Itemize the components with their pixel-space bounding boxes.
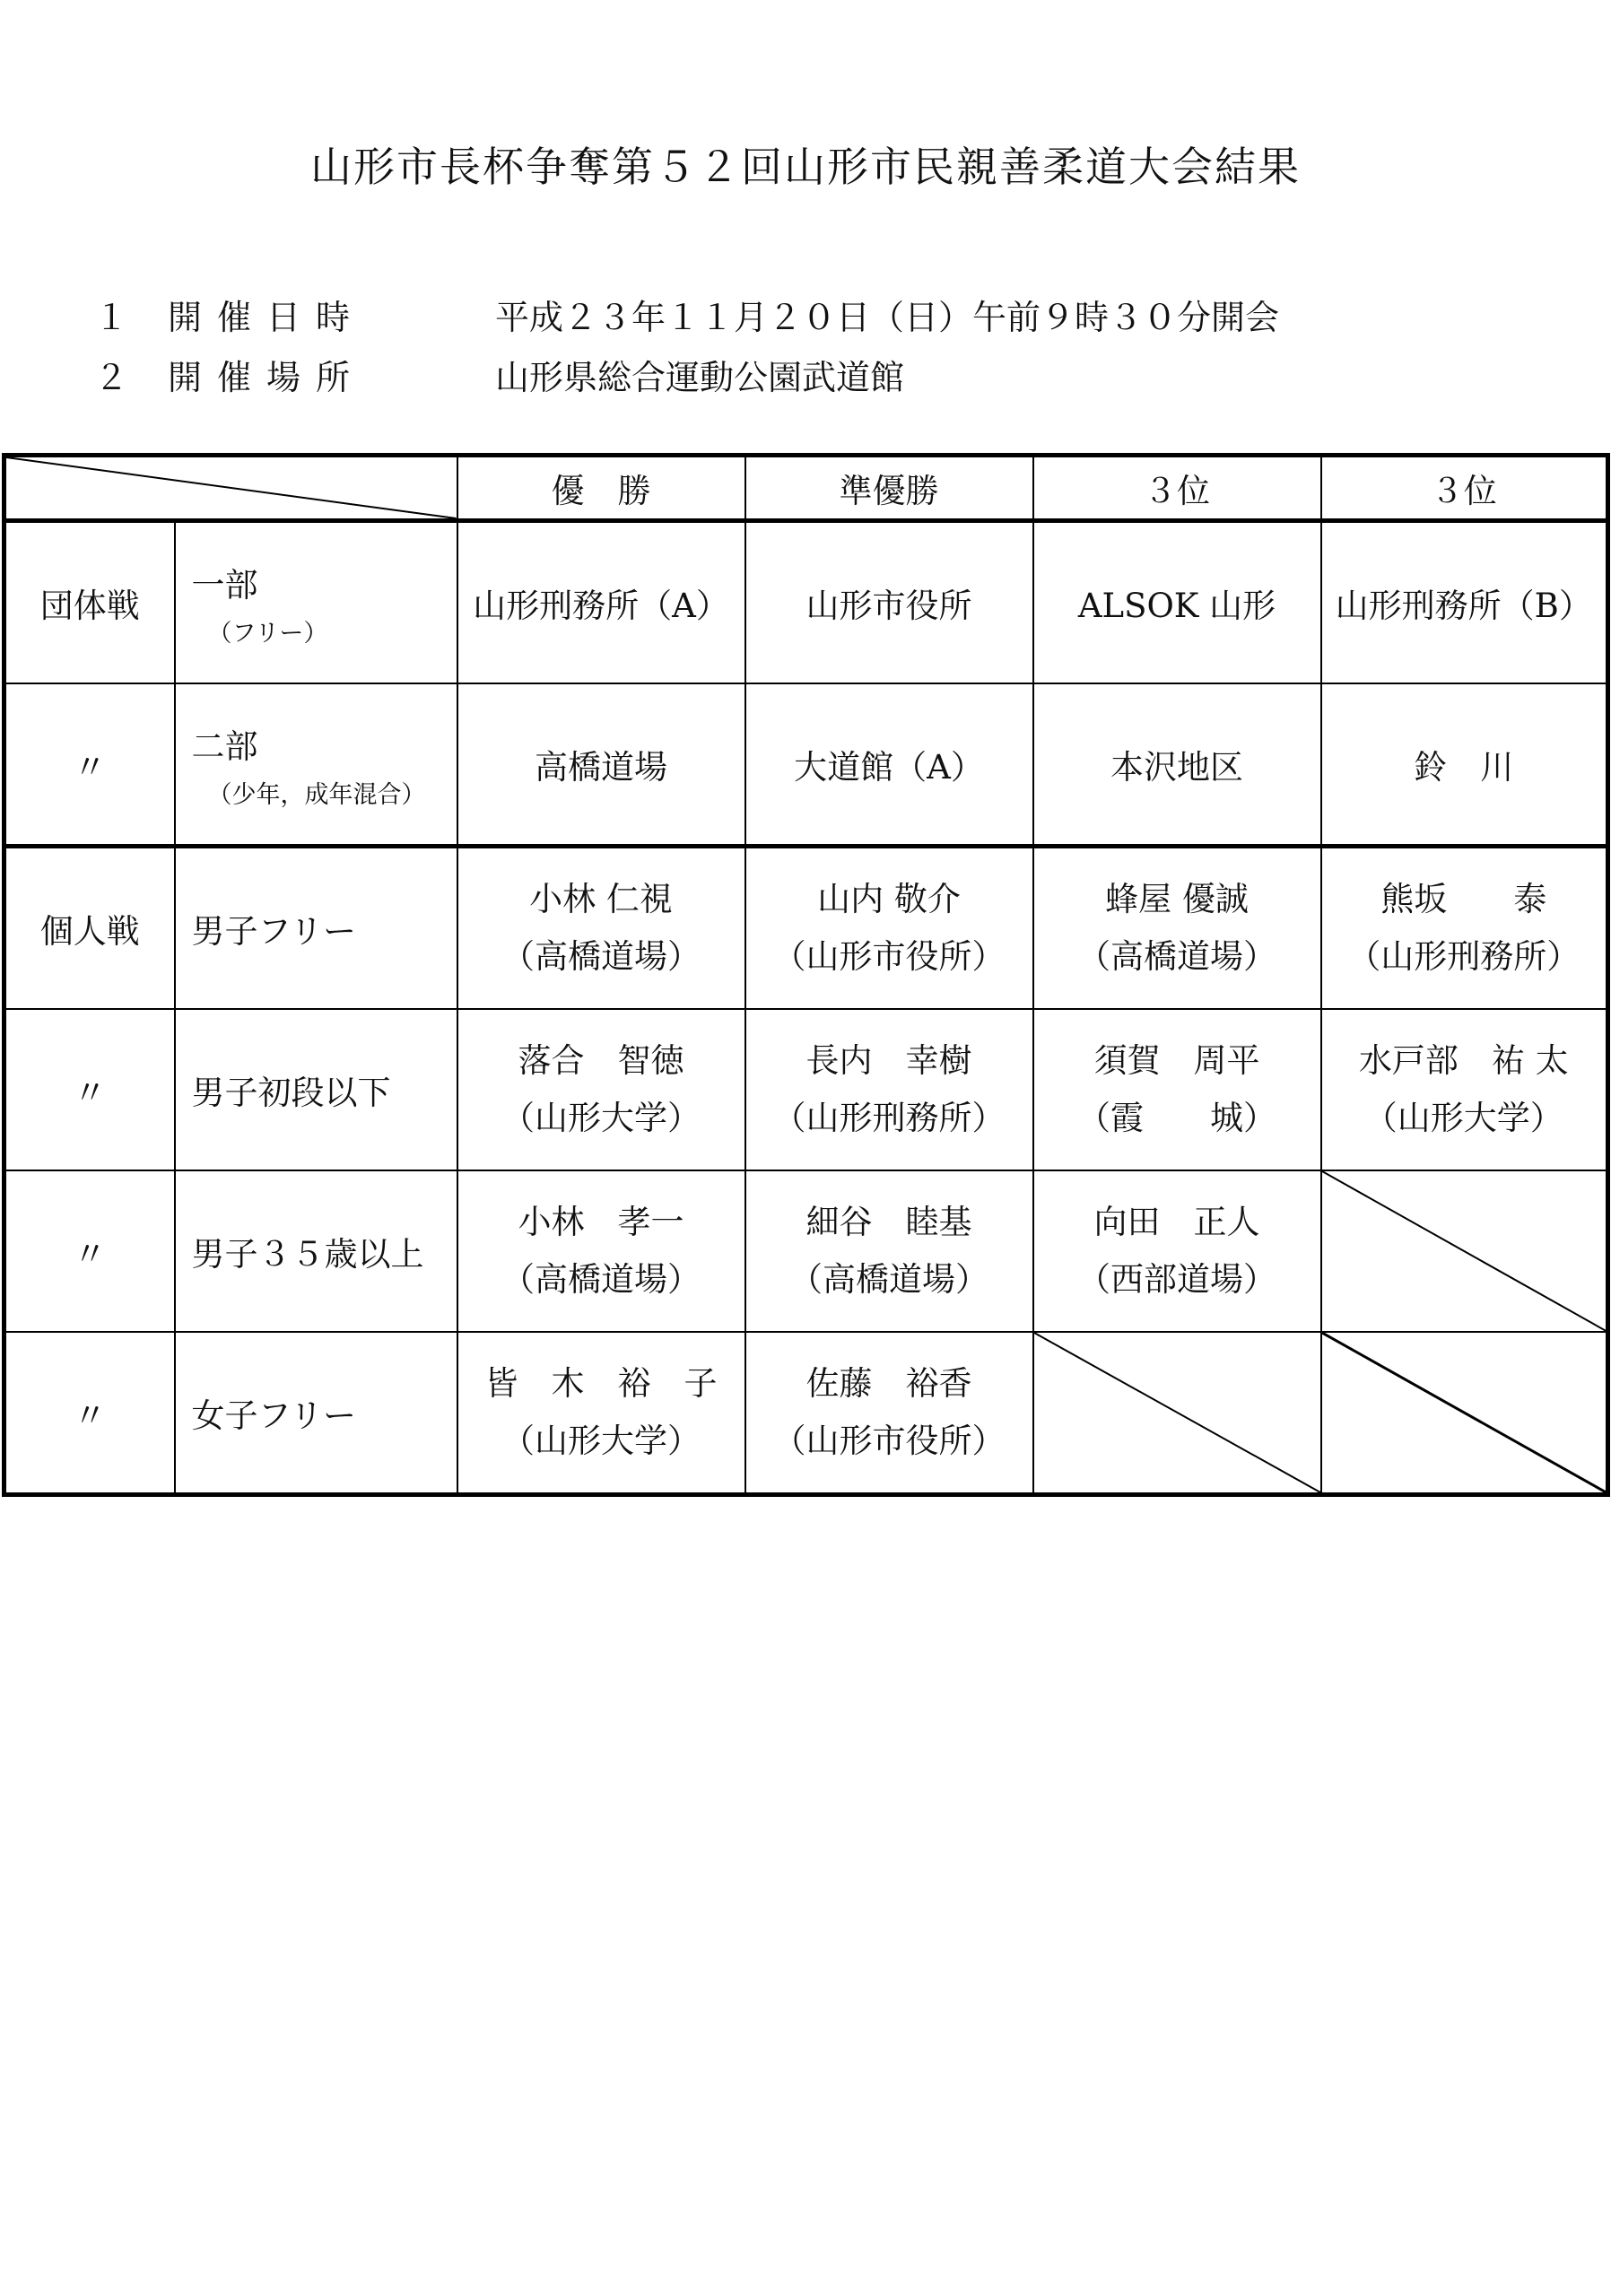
info-label: 開催場所 bbox=[168, 358, 366, 397]
result-cell bbox=[457, 1332, 745, 1495]
group-cell: 〃 bbox=[4, 1170, 175, 1332]
competitor-affiliation: （山形大学） bbox=[1363, 1099, 1563, 1137]
info-value: 山形県総合運動公園武道館 bbox=[495, 358, 905, 397]
result-cell bbox=[745, 847, 1033, 1010]
result-cell bbox=[745, 1009, 1033, 1170]
competitor-name: 小林 仁視 bbox=[529, 880, 673, 918]
competitor-affiliation: （山形市役所） bbox=[772, 937, 1006, 976]
diagonal-line bbox=[1322, 1171, 1607, 1331]
competitor-name: 長内 幸樹 bbox=[806, 1041, 972, 1080]
empty-cell bbox=[1033, 1332, 1321, 1495]
competitor-affiliation: （霞 城） bbox=[1077, 1099, 1276, 1137]
competitor-name: 山内 敬介 bbox=[817, 880, 961, 918]
competitor-affiliation: （高橋道場） bbox=[501, 937, 701, 976]
result-cell bbox=[1321, 1009, 1608, 1170]
result-cell: 山形市役所 bbox=[745, 521, 1033, 684]
competitor-name: 蜂屋 優誠 bbox=[1105, 880, 1249, 918]
result-cell bbox=[457, 847, 745, 1010]
result-cell bbox=[745, 1332, 1033, 1495]
result-cell: 山形刑務所（A） bbox=[457, 521, 745, 684]
info-line-date bbox=[94, 290, 1279, 339]
competitor-affiliation: （高橋道場） bbox=[789, 1260, 988, 1299]
table-row bbox=[4, 521, 1608, 684]
competitor-name: 皆 木 裕 子 bbox=[484, 1364, 718, 1403]
diagonal-line bbox=[1322, 1333, 1607, 1492]
page-title: 山形市長杯争奪第５２回山形市民親善柔道大会結果 bbox=[310, 143, 1301, 191]
division-note: （少年，成年混合） bbox=[207, 780, 426, 809]
competitor-name: 熊坂 泰 bbox=[1380, 880, 1547, 918]
division-cell bbox=[175, 521, 457, 684]
result-cell: 山形刑務所（B） bbox=[1321, 521, 1608, 684]
result-cell: 鈴 川 bbox=[1321, 683, 1608, 847]
group-cell: 〃 bbox=[4, 683, 175, 847]
header-row bbox=[4, 456, 1608, 521]
competitor-name: 小林 孝一 bbox=[518, 1203, 684, 1241]
competitor-name: 細谷 睦基 bbox=[806, 1203, 972, 1241]
competitor-affiliation: （山形市役所） bbox=[772, 1422, 1006, 1460]
info-value: 平成２３年１１月２０日（日）午前９時３０分開会 bbox=[495, 298, 1280, 337]
result-cell bbox=[457, 1009, 745, 1170]
header-runner-up: 準優勝 bbox=[745, 456, 1033, 521]
info-number: ２ bbox=[94, 358, 129, 397]
info-number: １ bbox=[94, 298, 129, 337]
empty-cell bbox=[1321, 1332, 1608, 1495]
competitor-affiliation: （西部道場） bbox=[1077, 1260, 1276, 1299]
table-row bbox=[4, 847, 1608, 1010]
diagonal-line bbox=[6, 457, 457, 518]
results-table bbox=[2, 453, 1610, 1497]
competitor-affiliation: （山形刑務所） bbox=[1347, 937, 1581, 976]
result-cell: 大道館（A） bbox=[745, 683, 1033, 847]
competitor-affiliation: （高橋道場） bbox=[501, 1260, 701, 1299]
result-cell bbox=[1033, 1009, 1321, 1170]
division-cell: 男子初段以下 bbox=[175, 1009, 457, 1170]
result-cell bbox=[1321, 847, 1608, 1010]
competitor-affiliation: （山形大学） bbox=[501, 1099, 701, 1137]
division-cell bbox=[175, 683, 457, 847]
group-cell: 個人戦 bbox=[4, 847, 175, 1010]
result-cell bbox=[1033, 1170, 1321, 1332]
group-cell: 〃 bbox=[4, 1332, 175, 1495]
division-label: 一部 bbox=[191, 565, 258, 604]
result-cell bbox=[457, 1170, 745, 1332]
result-cell bbox=[745, 1170, 1033, 1332]
competitor-affiliation: （山形大学） bbox=[501, 1422, 701, 1460]
group-cell: 〃 bbox=[4, 1009, 175, 1170]
division-note: （フリー） bbox=[207, 619, 328, 648]
division-cell: 男子フリー bbox=[175, 847, 457, 1010]
competitor-name: 向田 正人 bbox=[1093, 1203, 1260, 1241]
table-row bbox=[4, 1009, 1608, 1170]
diagonal-line bbox=[1034, 1333, 1320, 1492]
competitor-name: 落合 智徳 bbox=[518, 1041, 684, 1080]
empty-cell bbox=[1321, 1170, 1608, 1332]
group-cell: 団体戦 bbox=[4, 521, 175, 684]
competitor-affiliation: （山形刑務所） bbox=[772, 1099, 1006, 1137]
division-cell: 男子３５歳以上 bbox=[175, 1170, 457, 1332]
competitor-name: 水戸部 祐 太 bbox=[1358, 1041, 1569, 1080]
header-third-b: ３位 bbox=[1321, 456, 1608, 521]
competitor-affiliation: （高橋道場） bbox=[1077, 937, 1276, 976]
result-cell bbox=[1033, 847, 1321, 1010]
table-row bbox=[4, 683, 1608, 847]
info-label: 開催日時 bbox=[168, 298, 366, 337]
division-label: 二部 bbox=[191, 726, 258, 766]
header-third-a: ３位 bbox=[1033, 456, 1321, 521]
competitor-name: 佐藤 裕香 bbox=[806, 1364, 972, 1403]
header-winner: 優 勝 bbox=[457, 456, 745, 521]
table-row bbox=[4, 1170, 1608, 1332]
competitor-name: 須賀 周平 bbox=[1093, 1041, 1260, 1080]
result-cell: 高橋道場 bbox=[457, 683, 745, 847]
result-cell: 本沢地区 bbox=[1033, 683, 1321, 847]
result-cell: ALSOK 山形 bbox=[1033, 521, 1321, 684]
info-line-venue bbox=[94, 350, 904, 399]
table-row bbox=[4, 1332, 1608, 1495]
corner-cell bbox=[4, 456, 457, 521]
division-cell: 女子フリー bbox=[175, 1332, 457, 1495]
